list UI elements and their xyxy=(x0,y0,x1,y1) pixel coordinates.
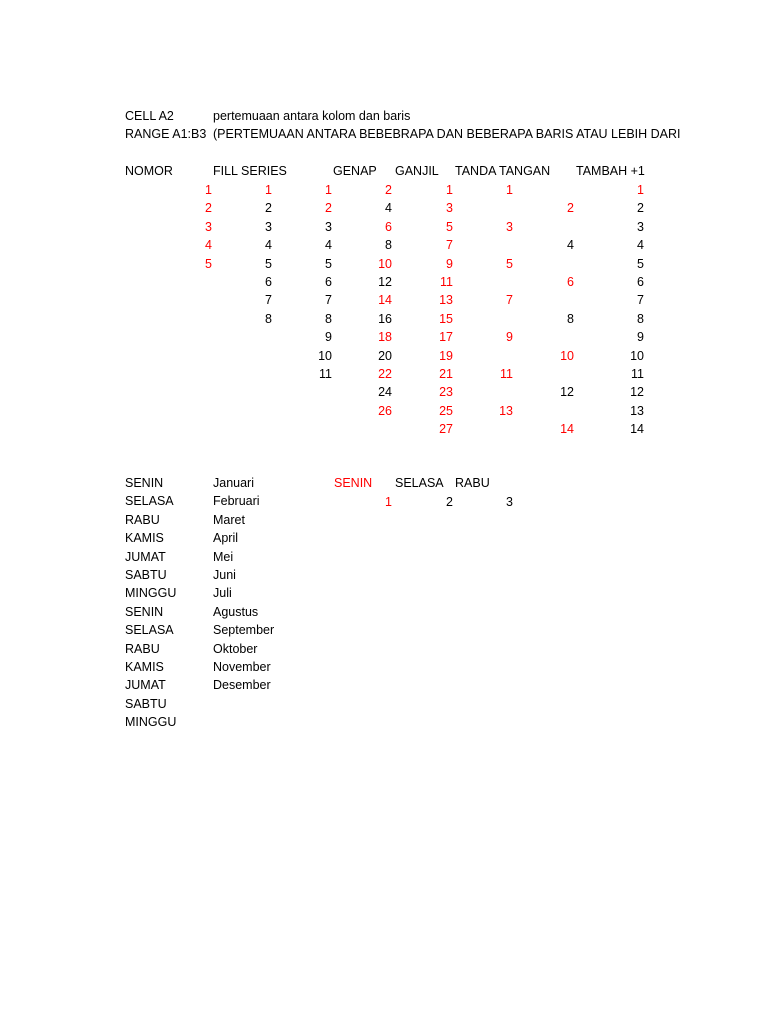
grid-cell: 4 xyxy=(265,238,272,253)
day-item: KAMIS xyxy=(125,660,164,674)
grid-cell: 8 xyxy=(385,238,392,253)
column-header-ganjil: GANJIL xyxy=(395,164,439,178)
grid-cell: 7 xyxy=(446,238,453,253)
grid-cell: 1 xyxy=(265,183,272,197)
grid-cell: 9 xyxy=(506,330,513,345)
grid-cell: 2 xyxy=(205,201,212,216)
grid-cell: 7 xyxy=(637,293,644,308)
grid-cell: 27 xyxy=(439,422,453,437)
grid-cell: 6 xyxy=(265,275,272,289)
day-item: MINGGU xyxy=(125,715,177,730)
grid-cell: 5 xyxy=(637,256,644,271)
day-item: SENIN xyxy=(125,604,164,619)
grid-cell: 12 xyxy=(560,385,574,400)
month-item: Juni xyxy=(213,568,236,582)
grid-cell: 3 xyxy=(205,219,212,234)
cell-description: pertemuaan antara kolom dan baris xyxy=(213,109,411,123)
grid-cell: 14 xyxy=(630,422,644,437)
grid-cell: 3 xyxy=(446,201,453,216)
grid-cell: 9 xyxy=(637,330,644,345)
grid-cell: 6 xyxy=(385,219,392,234)
day-item: RABU xyxy=(125,512,160,527)
grid-cell: 7 xyxy=(506,293,513,308)
grid-cell: 21 xyxy=(439,367,453,381)
grid-cell: 8 xyxy=(325,311,332,326)
grid-cell: 22 xyxy=(378,367,392,381)
grid-cell: 5 xyxy=(506,256,513,271)
day-item: JUMAT xyxy=(125,549,166,564)
range-label: RANGE A1:B3 xyxy=(125,127,207,141)
day-header-senin: SENIN xyxy=(334,476,373,490)
grid-cell: 9 xyxy=(325,330,332,345)
range-description: (PERTEMUAAN ANTARA BEBEBRAPA DAN BEBERAPA BARIS ATAU LEBIH DARI xyxy=(213,127,681,141)
month-item: April xyxy=(213,531,239,546)
month-item: Juli xyxy=(213,586,232,601)
grid-cell: 11 xyxy=(631,367,644,381)
day-item: JUMAT xyxy=(125,678,166,693)
month-item: November xyxy=(213,660,271,674)
day-item: SENIN xyxy=(125,476,164,490)
grid-cell: 12 xyxy=(630,385,644,400)
grid-cell: 3 xyxy=(506,219,513,234)
grid-cell: 6 xyxy=(325,275,332,289)
grid-cell: 8 xyxy=(567,311,574,326)
grid-cell: 11 xyxy=(440,275,453,289)
month-item: Januari xyxy=(213,476,254,490)
day-item: SELASA xyxy=(125,623,174,638)
grid-cell: 20 xyxy=(378,348,392,363)
month-item: September xyxy=(213,623,275,638)
grid-cell: 8 xyxy=(265,311,272,326)
grid-cell: 10 xyxy=(318,348,332,363)
grid-cell: 18 xyxy=(378,330,392,345)
day-value-1: 1 xyxy=(385,495,392,509)
grid-cell: 1 xyxy=(325,183,332,197)
column-header-tanda-tangan: TANDA TANGAN xyxy=(455,164,551,178)
grid-cell: 5 xyxy=(265,256,272,271)
grid-cell: 16 xyxy=(378,311,392,326)
month-item: Agustus xyxy=(213,604,259,619)
grid-cell: 4 xyxy=(205,238,212,253)
grid-cell: 25 xyxy=(439,403,453,418)
cell-label: CELL A2 xyxy=(125,109,174,123)
month-item: Februari xyxy=(213,494,260,509)
grid-cell: 1 xyxy=(506,183,513,197)
column-header-tambah: TAMBAH +1 xyxy=(576,164,645,178)
grid-cell: 10 xyxy=(560,348,574,363)
day-item: RABU xyxy=(125,641,160,656)
column-header-genap: GENAP xyxy=(333,164,377,178)
grid-cell: 3 xyxy=(325,219,332,234)
grid-cell: 26 xyxy=(378,403,392,418)
day-item: SELASA xyxy=(125,494,174,509)
grid-cell: 1 xyxy=(446,183,453,197)
month-item: Desember xyxy=(213,678,271,693)
day-item: MINGGU xyxy=(125,586,177,601)
day-item: SABTU xyxy=(125,568,167,582)
day-item: SABTU xyxy=(125,696,167,711)
grid-cell: 6 xyxy=(567,275,574,289)
grid-cell: 4 xyxy=(385,201,392,216)
day-header-rabu: RABU xyxy=(455,476,490,490)
grid-cell: 3 xyxy=(265,219,272,234)
column-header-nomor: NOMOR xyxy=(125,164,173,178)
grid-cell: 23 xyxy=(439,385,453,400)
grid-cell: 14 xyxy=(378,293,392,308)
grid-cell: 11 xyxy=(500,367,513,381)
grid-cell: 11 xyxy=(319,367,332,381)
day-value-3: 3 xyxy=(506,495,513,509)
grid-cell: 5 xyxy=(446,219,453,234)
grid-cell: 19 xyxy=(439,348,453,363)
grid-cell: 17 xyxy=(439,330,453,345)
grid-cell: 1 xyxy=(637,183,644,197)
day-item: KAMIS xyxy=(125,531,164,546)
grid-cell: 4 xyxy=(637,238,644,253)
grid-cell: 4 xyxy=(325,238,332,253)
day-value-2: 2 xyxy=(446,495,453,509)
grid-cell: 6 xyxy=(637,275,644,289)
grid-cell: 8 xyxy=(637,311,644,326)
grid-cell: 14 xyxy=(560,422,574,437)
grid-cell: 1 xyxy=(205,183,212,197)
grid-cell: 10 xyxy=(630,348,644,363)
grid-cell: 12 xyxy=(378,275,392,289)
grid-cell: 24 xyxy=(378,385,392,400)
grid-cell: 7 xyxy=(265,293,272,308)
grid-cell: 2 xyxy=(325,201,332,216)
day-header-selasa: SELASA xyxy=(395,476,444,490)
grid-cell: 13 xyxy=(439,293,453,308)
grid-cell: 5 xyxy=(325,256,332,271)
grid-cell: 5 xyxy=(205,256,212,271)
grid-cell: 10 xyxy=(378,256,392,271)
grid-cell: 3 xyxy=(637,219,644,234)
grid-cell: 15 xyxy=(439,311,453,326)
grid-cell: 9 xyxy=(446,256,453,271)
column-header-fill-series: FILL SERIES xyxy=(213,164,287,178)
grid-cell: 2 xyxy=(567,201,574,216)
grid-cell: 2 xyxy=(265,201,272,216)
grid-cell: 13 xyxy=(499,403,513,418)
grid-cell: 2 xyxy=(637,201,644,216)
grid-cell: 13 xyxy=(630,403,644,418)
grid-cell: 2 xyxy=(385,183,392,197)
grid-cell: 4 xyxy=(567,238,574,253)
month-item: Mei xyxy=(213,549,234,564)
month-item: Maret xyxy=(213,512,245,527)
month-item: Oktober xyxy=(213,641,258,656)
grid-cell: 7 xyxy=(325,293,332,308)
